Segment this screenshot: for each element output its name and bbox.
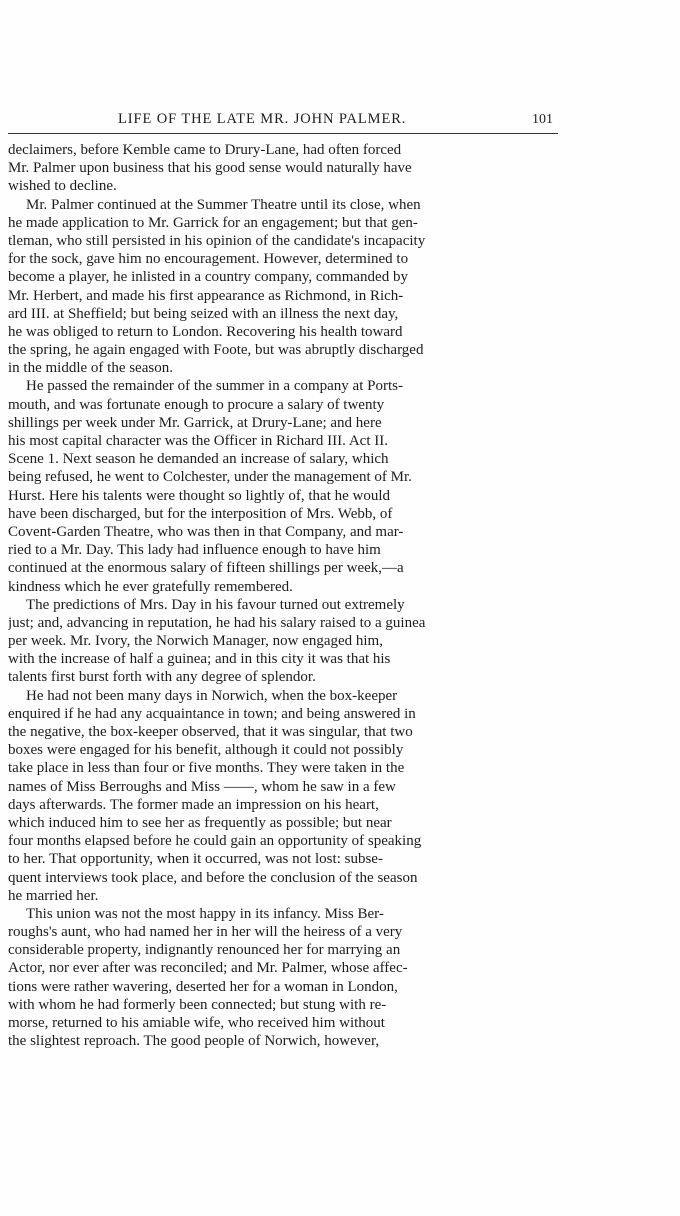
text-line bbox=[8, 432, 560, 450]
text-line-content: have been discharged, but for the interposition of Mrs. Webb, of bbox=[8, 505, 393, 522]
text-line bbox=[8, 323, 560, 341]
text-line bbox=[8, 596, 560, 614]
text-line-content: days afterwards. The former made an impression on his heart, bbox=[8, 796, 379, 813]
text-line-content: he made application to Mr. Garrick for an engagement; but that gen- bbox=[8, 214, 418, 231]
text-line-content: boxes were engaged for his benefit, although it could not possibly bbox=[8, 742, 404, 759]
text-line-content: enquired if he had any acquaintance in town; and being answered in bbox=[8, 705, 416, 722]
text-line bbox=[8, 305, 560, 323]
text-line bbox=[8, 1032, 560, 1050]
text-line bbox=[8, 487, 560, 505]
text-line bbox=[8, 232, 560, 250]
text-line-content: Covent-Garden Theatre, who was then in that Company, and mar- bbox=[8, 523, 404, 540]
text-line-content: tions were rather wavering, deserted her for a woman in London, bbox=[8, 978, 398, 995]
text-line-content: the negative, the box-keeper observed, that it was singular, that two bbox=[8, 724, 413, 740]
text-line bbox=[8, 377, 560, 395]
text-line bbox=[8, 705, 560, 723]
text-line bbox=[8, 796, 560, 814]
text-line-content: The predictions of Mrs. Day in his favour turned out extremely bbox=[26, 596, 405, 613]
text-line bbox=[8, 141, 560, 159]
text-line bbox=[8, 996, 560, 1014]
text-line-content: with the increase of half a guinea; and in this city it was that his bbox=[8, 651, 391, 668]
text-line bbox=[8, 341, 560, 359]
text-line bbox=[8, 268, 560, 286]
text-line bbox=[8, 396, 560, 414]
text-line-content: ard III. at Sheffield; but being seized with an illness the next day, bbox=[8, 305, 399, 322]
text-line-content: Mr. Herbert, and made his first appearance as Richmond, in Rich- bbox=[8, 287, 404, 304]
text-line-content: shillings per week under Mr. Garrick, at Drury-Lane; and here bbox=[8, 414, 382, 431]
text-line-content: Actor, nor ever after was reconciled; and Mr. Palmer, whose affec- bbox=[8, 960, 408, 977]
text-line bbox=[8, 505, 560, 523]
text-line bbox=[8, 196, 560, 214]
text-line-content: to her. That opportunity, when it occurred, was not lost: subse- bbox=[8, 851, 383, 868]
text-line-content: He passed the remainder of the summer in a company at Ports- bbox=[26, 378, 403, 395]
text-line bbox=[8, 159, 560, 177]
text-line-content: Mr. Palmer upon business that his good sense would naturally have bbox=[8, 160, 412, 177]
text-line-content: take place in less than four or five months. They were taken in the bbox=[8, 760, 405, 777]
text-line-content: per week. Mr. Ivory, the Norwich Manager, now engaged him, bbox=[8, 633, 383, 650]
text-line bbox=[8, 287, 560, 305]
text-line-content: He had not been many days in Norwich, when the box-keeper bbox=[26, 687, 398, 704]
text-line-content: kindness which he ever gratefully remembered. bbox=[8, 578, 293, 595]
text-line bbox=[8, 869, 560, 887]
text-line-content: just; and, advancing in reputation, he had his salary raised to a guinea bbox=[8, 614, 426, 631]
text-line-content: considerable property, indignantly renounced her for marrying an bbox=[8, 942, 401, 959]
text-line bbox=[8, 959, 560, 977]
page-number: 101 bbox=[532, 112, 553, 127]
text-line bbox=[8, 541, 560, 559]
text-line bbox=[8, 850, 560, 868]
text-line bbox=[8, 1014, 560, 1032]
running-head-title: LIFE OF THE LATE MR. JOHN PALMER. bbox=[118, 111, 407, 127]
text-line-content: morse, returned to his amiable wife, who received him without bbox=[8, 1015, 385, 1031]
running-head bbox=[0, 111, 680, 133]
text-line bbox=[8, 905, 560, 923]
text-line bbox=[8, 214, 560, 232]
text-line bbox=[8, 832, 560, 850]
text-line bbox=[8, 523, 560, 541]
text-line bbox=[8, 250, 560, 268]
text-line-content: This union was not the most happy in its infancy. Miss Ber- bbox=[26, 905, 384, 922]
body-text bbox=[8, 141, 560, 1050]
text-line bbox=[8, 723, 560, 741]
text-line-content: the spring, he again engaged with Foote, but was abruptly discharged bbox=[8, 342, 424, 359]
text-line bbox=[8, 468, 560, 486]
text-line-content: talents first burst forth with any degree of splendor. bbox=[8, 669, 316, 686]
text-line-content: being refused, he went to Colchester, under the management of Mr. bbox=[8, 469, 412, 486]
text-line-content: wished to decline. bbox=[8, 178, 117, 195]
text-line bbox=[8, 814, 560, 832]
header-rule bbox=[8, 133, 558, 134]
text-line-content: four months elapsed before he could gain an opportunity of speaking bbox=[8, 833, 422, 850]
text-line-content: tleman, who still persisted in his opinion of the candidate's incapacity bbox=[8, 232, 426, 249]
text-line-content: continued at the enormous salary of fifteen shillings per week,—a bbox=[8, 560, 404, 577]
text-line-content: roughs's aunt, who had named her in her will the heiress of a very bbox=[8, 924, 403, 941]
text-line bbox=[8, 668, 560, 686]
text-line-content: he was obliged to return to London. Recovering his health toward bbox=[8, 323, 403, 340]
text-line-content: in the middle of the season. bbox=[8, 360, 173, 377]
text-line-content: with whom he had formerly been connected; but stung with re- bbox=[8, 996, 387, 1013]
text-line bbox=[8, 359, 560, 377]
text-line-content: his most capital character was the Officer in Richard III. Act II. bbox=[8, 433, 388, 449]
text-line-content: names of Miss Berroughs and Miss ——, whom he saw in a few bbox=[8, 778, 396, 795]
text-line-content: become a player, he inlisted in a country company, commanded by bbox=[8, 269, 408, 286]
text-line-content: Mr. Palmer continued at the Summer Theatre until its close, when bbox=[26, 196, 421, 213]
text-line bbox=[8, 632, 560, 650]
text-line-content: the slightest reproach. The good people of Norwich, however, bbox=[8, 1033, 380, 1050]
text-line bbox=[8, 614, 560, 632]
text-line-content: quent interviews took place, and before the conclusion of the season bbox=[8, 869, 418, 886]
text-line bbox=[8, 559, 560, 577]
text-line-content: declaimers, before Kemble came to Drury-Lane, had often forced bbox=[8, 142, 402, 158]
text-line bbox=[8, 741, 560, 759]
text-line bbox=[8, 578, 560, 596]
text-line-content: which induced him to see her as frequently as possible; but near bbox=[8, 814, 392, 831]
text-line bbox=[8, 978, 560, 996]
text-line-content: Hurst. Here his talents were thought so lightly of, that he would bbox=[8, 487, 391, 504]
text-line bbox=[8, 177, 560, 195]
text-line bbox=[8, 650, 560, 668]
text-line-content: mouth, and was fortunate enough to procure a salary of twenty bbox=[8, 396, 385, 413]
text-line bbox=[8, 923, 560, 941]
text-line-content: for the sock, gave him no encouragement. However, determined to bbox=[8, 251, 409, 268]
text-line bbox=[8, 778, 560, 796]
text-line-content: Scene 1. Next season he demanded an increase of salary, which bbox=[8, 451, 389, 468]
text-line bbox=[8, 887, 560, 905]
text-line-content: ried to a Mr. Day. This lady had influence enough to have him bbox=[8, 542, 381, 559]
text-line bbox=[8, 414, 560, 432]
text-line bbox=[8, 941, 560, 959]
text-line-content: he married her. bbox=[8, 887, 99, 904]
text-line bbox=[8, 450, 560, 468]
text-line bbox=[8, 687, 560, 705]
text-line bbox=[8, 759, 560, 777]
